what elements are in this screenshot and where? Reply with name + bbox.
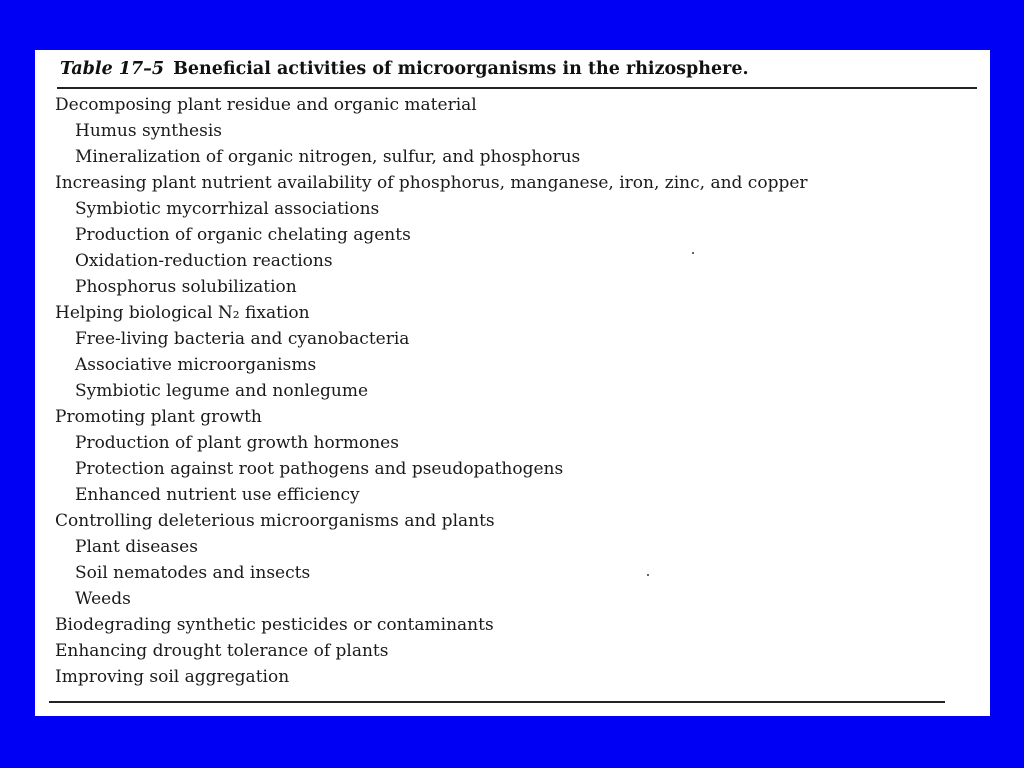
subitem-row: Soil nematodes and insects bbox=[75, 563, 311, 583]
subitem-row: Mineralization of organic nitrogen, sulfur, and phosphorus bbox=[75, 147, 581, 167]
scan-speck bbox=[692, 252, 694, 254]
bottom-rule bbox=[49, 701, 945, 703]
subitem-row: Enhanced nutrient use efficiency bbox=[75, 485, 360, 505]
scanned-table-page bbox=[35, 50, 990, 716]
category-row: Promoting plant growth bbox=[55, 407, 262, 427]
top-rule bbox=[57, 87, 977, 89]
category-row: Improving soil aggregation bbox=[55, 667, 290, 687]
table-caption bbox=[60, 59, 749, 79]
subitem-row: Humus synthesis bbox=[75, 121, 222, 141]
table-label: Table 17–5 bbox=[60, 59, 165, 79]
category-row: Decomposing plant residue and organic material bbox=[55, 95, 477, 115]
subitem-row: Weeds bbox=[75, 589, 131, 609]
category-row: Biodegrading synthetic pesticides or contaminants bbox=[55, 615, 494, 635]
subitem-row: Plant diseases bbox=[75, 537, 198, 557]
subitem-row: Production of organic chelating agents bbox=[75, 225, 411, 245]
category-row: Controlling deleterious microorganisms and plants bbox=[55, 511, 495, 531]
subitem-row: Symbiotic legume and nonlegume bbox=[75, 381, 369, 401]
subitem-row: Production of plant growth hormones bbox=[75, 433, 399, 453]
subitem-row: Associative microorganisms bbox=[75, 355, 317, 375]
subitem-row: Free-living bacteria and cyanobacteria bbox=[75, 329, 410, 349]
category-row: Helping biological N₂ fixation bbox=[55, 303, 310, 323]
subitem-row: Symbiotic mycorrhizal associations bbox=[75, 199, 380, 219]
subitem-row: Protection against root pathogens and pseudopathogens bbox=[75, 459, 564, 479]
table-title: Beneficial activities of microorganisms in the rhizosphere. bbox=[173, 59, 749, 79]
activity-list bbox=[35, 92, 990, 690]
category-row: Increasing plant nutrient availability of phosphorus, manganese, iron, zinc, and copper bbox=[55, 173, 808, 193]
subitem-row: Oxidation-reduction reactions bbox=[75, 251, 333, 271]
scan-speck bbox=[647, 574, 649, 576]
category-row: Enhancing drought tolerance of plants bbox=[55, 641, 389, 661]
subitem-row: Phosphorus solubilization bbox=[75, 277, 297, 297]
